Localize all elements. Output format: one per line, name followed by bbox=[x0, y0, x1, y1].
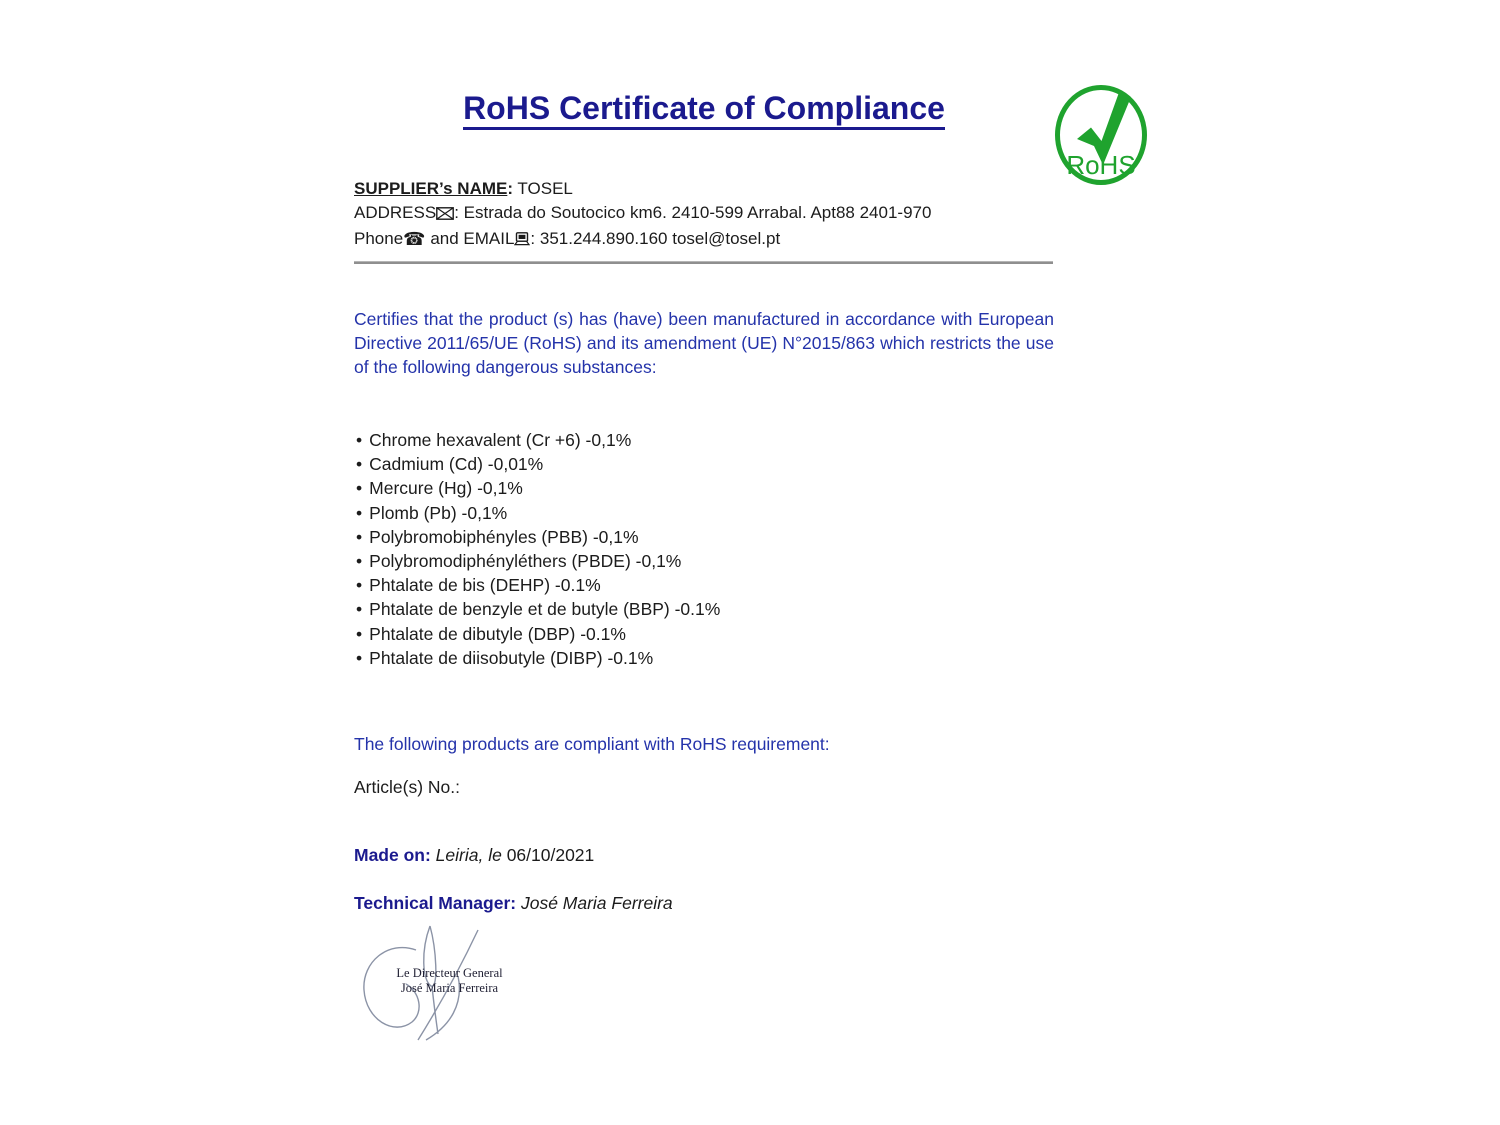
logo-label: RoHS bbox=[1066, 150, 1136, 180]
supplier-address-line bbox=[354, 201, 1054, 227]
substance-item: • Phtalate de diisobutyle (DIBP) -0.1% bbox=[356, 646, 1056, 670]
signature-block bbox=[358, 922, 510, 1046]
substance-item: • Polybromobiphényles (PBB) -0,1% bbox=[356, 525, 1056, 549]
substance-item: • Cadmium (Cd) -0,01% bbox=[356, 452, 1056, 476]
made-on-place: Leiria, le bbox=[430, 845, 502, 865]
substance-item: • Mercure (Hg) -0,1% bbox=[356, 476, 1056, 500]
substance-item: • Phtalate de bis (DEHP) -0.1% bbox=[356, 573, 1056, 597]
supplier-name-value: TOSEL bbox=[513, 179, 573, 198]
substance-item: • Phtalate de dibutyle (DBP) -0.1% bbox=[356, 622, 1056, 646]
compliance-statement: The following products are compliant with RoHS requirement: bbox=[354, 734, 830, 754]
technical-manager-name: José Maria Ferreira bbox=[516, 893, 673, 913]
address-value: : Estrada do Soutocico km6. 2410-599 Arrabal. Apt88 2401-970 bbox=[454, 203, 932, 222]
supplier-info bbox=[354, 177, 1054, 253]
envelope-icon bbox=[436, 203, 454, 227]
made-on-line bbox=[354, 845, 1054, 866]
substance-item: • Chrome hexavalent (Cr +6) -0,1% bbox=[356, 428, 1056, 452]
supplier-contact-line bbox=[354, 227, 1054, 253]
substance-item: • Polybromodiphényléthers (PBDE) -0,1% bbox=[356, 549, 1056, 573]
page-title: RoHS Certificate of Compliance bbox=[354, 90, 1054, 127]
substance-item: • Plomb (Pb) -0,1% bbox=[356, 501, 1056, 525]
articles-label: Article(s) No.: bbox=[354, 777, 460, 797]
substance-list bbox=[356, 428, 1056, 670]
supplier-name-colon: : bbox=[507, 179, 514, 198]
signature-text bbox=[382, 966, 517, 996]
computer-icon bbox=[514, 229, 530, 253]
technical-manager-label: Technical Manager: bbox=[354, 893, 517, 913]
phone-label: Phone bbox=[354, 229, 404, 248]
made-on-label: Made on: bbox=[354, 845, 431, 865]
phone-icon: ☎ bbox=[403, 229, 426, 250]
supplier-name-label: SUPPLIER’s NAME bbox=[354, 179, 508, 198]
rohs-logo-graphic bbox=[1053, 84, 1149, 186]
supplier-name-line bbox=[354, 177, 1054, 201]
made-on-date: 06/10/2021 bbox=[501, 845, 595, 865]
technical-manager-line bbox=[354, 893, 1054, 914]
contact-value: : 351.244.890.160 tosel@tosel.pt bbox=[530, 229, 781, 248]
email-conjunction: and EMAIL bbox=[425, 229, 515, 248]
rohs-compliance-logo bbox=[1053, 84, 1149, 186]
substance-item: • Phtalate de benzyle et de butyle (BBP) -0.1% bbox=[356, 597, 1056, 621]
certification-paragraph: Certifies that the product (s) has (have) been manufactured in accordance with European Directive 2011/65/UE (RoHS) and its amendment (UE) N°2015/863 which restricts the use of the following dangerous substances: bbox=[354, 309, 1054, 378]
address-label: ADDRESS bbox=[354, 203, 437, 222]
signature-name: José Maria Ferreira bbox=[400, 981, 499, 995]
signature-title: Le Directeur General bbox=[396, 966, 503, 980]
horizontal-divider bbox=[354, 261, 1053, 264]
